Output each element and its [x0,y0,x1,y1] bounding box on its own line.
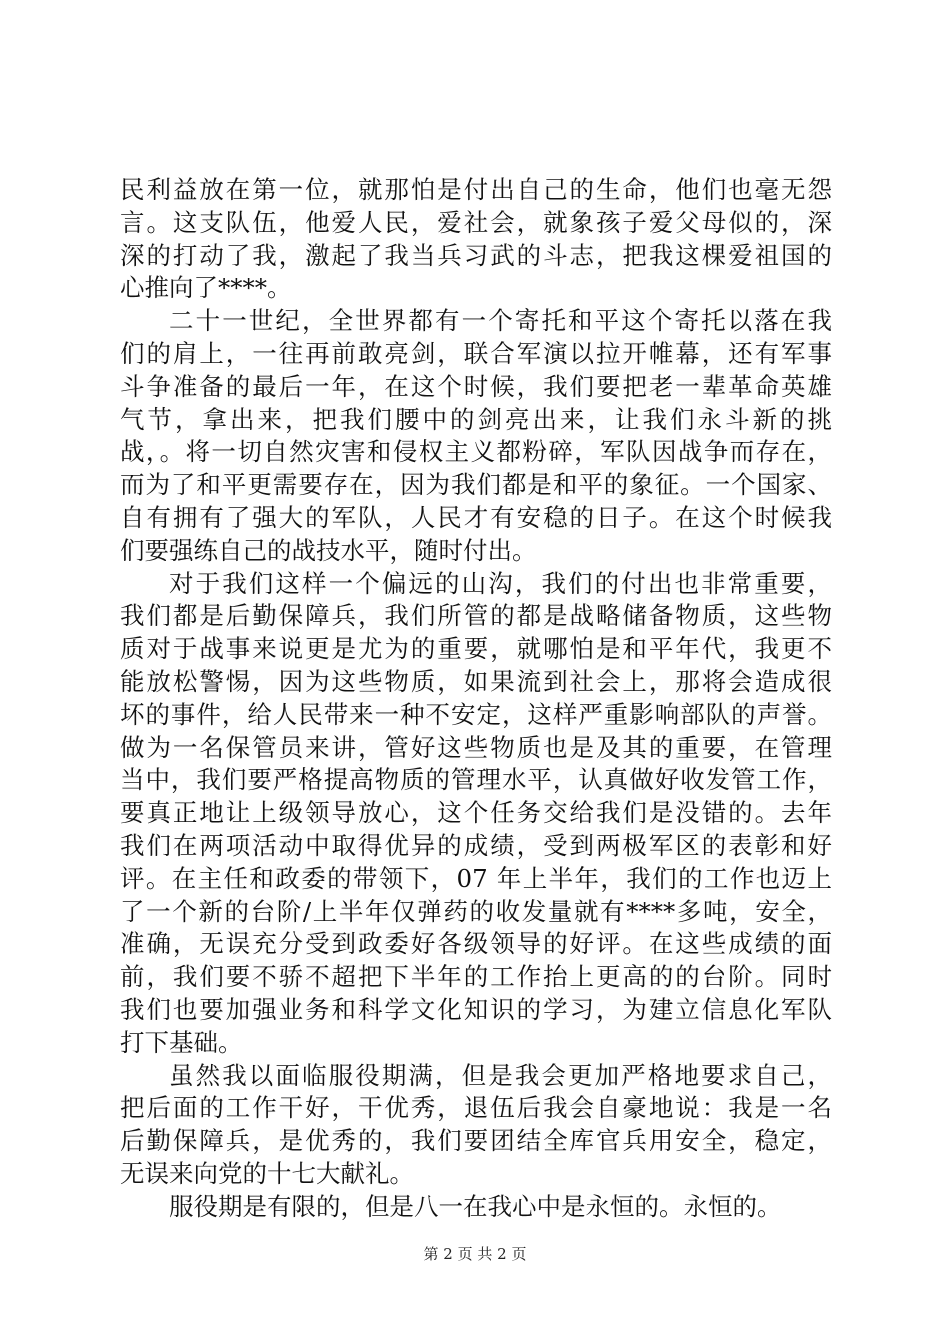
text-line: 深的打动了我，激起了我当兵习武的斗志，把我这棵爱祖国的 [120,240,832,270]
text-line: 斗争准备的最后一年，在这个时候，我们要把老一辈革命英雄 [120,371,832,401]
page-footer: 第 2 页 共 2 页 [423,1245,527,1263]
text-line: 坏的事件，给人民带来一种不安定，这样严重影响部队的声誉。 [120,699,832,729]
text-line: 我们在两项活动中取得优异的成绩，受到两极军区的表彰和好 [120,830,832,860]
text-line: 无误来向党的十七大献礼。 [120,1158,414,1188]
text-line: 气节，拿出来，把我们腰中的剑亮出来，让我们永斗新的挑 [120,404,832,434]
text-line: 了一个新的台阶/上半年仅弹药的收发量就有****多吨，安全， [120,896,832,926]
text-line: 我们都是后勤保障兵，我们所管的都是战略储备物质，这些物 [120,601,832,631]
text-line: 准确，无误充分受到政委好各级领导的好评。在这些成绩的面 [120,929,832,959]
text-line: 后勤保障兵，是优秀的，我们要团结全库官兵用安全，稳定， [120,1126,832,1156]
text-line: 虽然我以面临服役期满，但是我会更加严格地要求自己， [169,1060,832,1090]
text-line: 打下基础。 [120,1027,243,1057]
text-line: 心推向了****。 [120,273,292,303]
text-line: 们的肩上，一往再前敢亮剑，联合军演以拉开帷幕，还有军事 [120,338,832,368]
text-line: 能放松警惕，因为这些物质，如果流到社会上，那将会造成很 [120,666,832,696]
text-line: 做为一名保管员来讲，管好这些物质也是及其的重要，在管理 [120,732,832,762]
text-line: 二十一世纪，全世界都有一个寄托和平这个寄托以落在我 [169,306,832,336]
text-line: 民利益放在第一位，就那怕是付出自己的生命，他们也毫无怨 [120,175,832,204]
text-line: 对于我们这样一个偏远的山沟，我们的付出也非常重要， [169,568,832,598]
text-line: 言。这支队伍，他爱人民，爱社会，就象孩子爱父母似的，深 [120,207,832,237]
text-line: 们要强练自己的战技水平，随时付出。 [120,535,537,565]
text-line: 服役期是有限的，但是八一在我心中是永恒的。永恒的。 [169,1191,782,1221]
text-line: 要真正地让上级领导放心，这个任务交给我们是没错的。去年 [120,798,832,828]
text-line: 质对于战事来说更是尤为的重要，就哪怕是和平年代，我更不 [120,634,832,664]
text-line: 评。在主任和政委的带领下，07 年上半年，我们的工作也迈上 [120,863,832,893]
text-line: 前，我们要不骄不超把下半年的工作抬上更高的的台阶。同时 [120,962,832,992]
text-line: 把后面的工作干好，干优秀，退伍后我会自豪地说：我是一名 [120,1093,832,1123]
text-line: 而为了和平更需要存在，因为我们都是和平的象征。一个国家、 [120,470,832,500]
text-line: 战，。将一切自然灾害和侵权主义都粉碎，军队因战争而存在， [120,437,832,467]
text-line: 当中，我们要严格提高物质的管理水平，认真做好收发管工作， [120,765,832,795]
document-body [120,174,832,1224]
text-line: 我们也要加强业务和科学文化知识的学习，为建立信息化军队 [120,994,832,1024]
text-line: 自有拥有了强大的军队，人民才有安稳的日子。在这个时候我 [120,502,832,532]
